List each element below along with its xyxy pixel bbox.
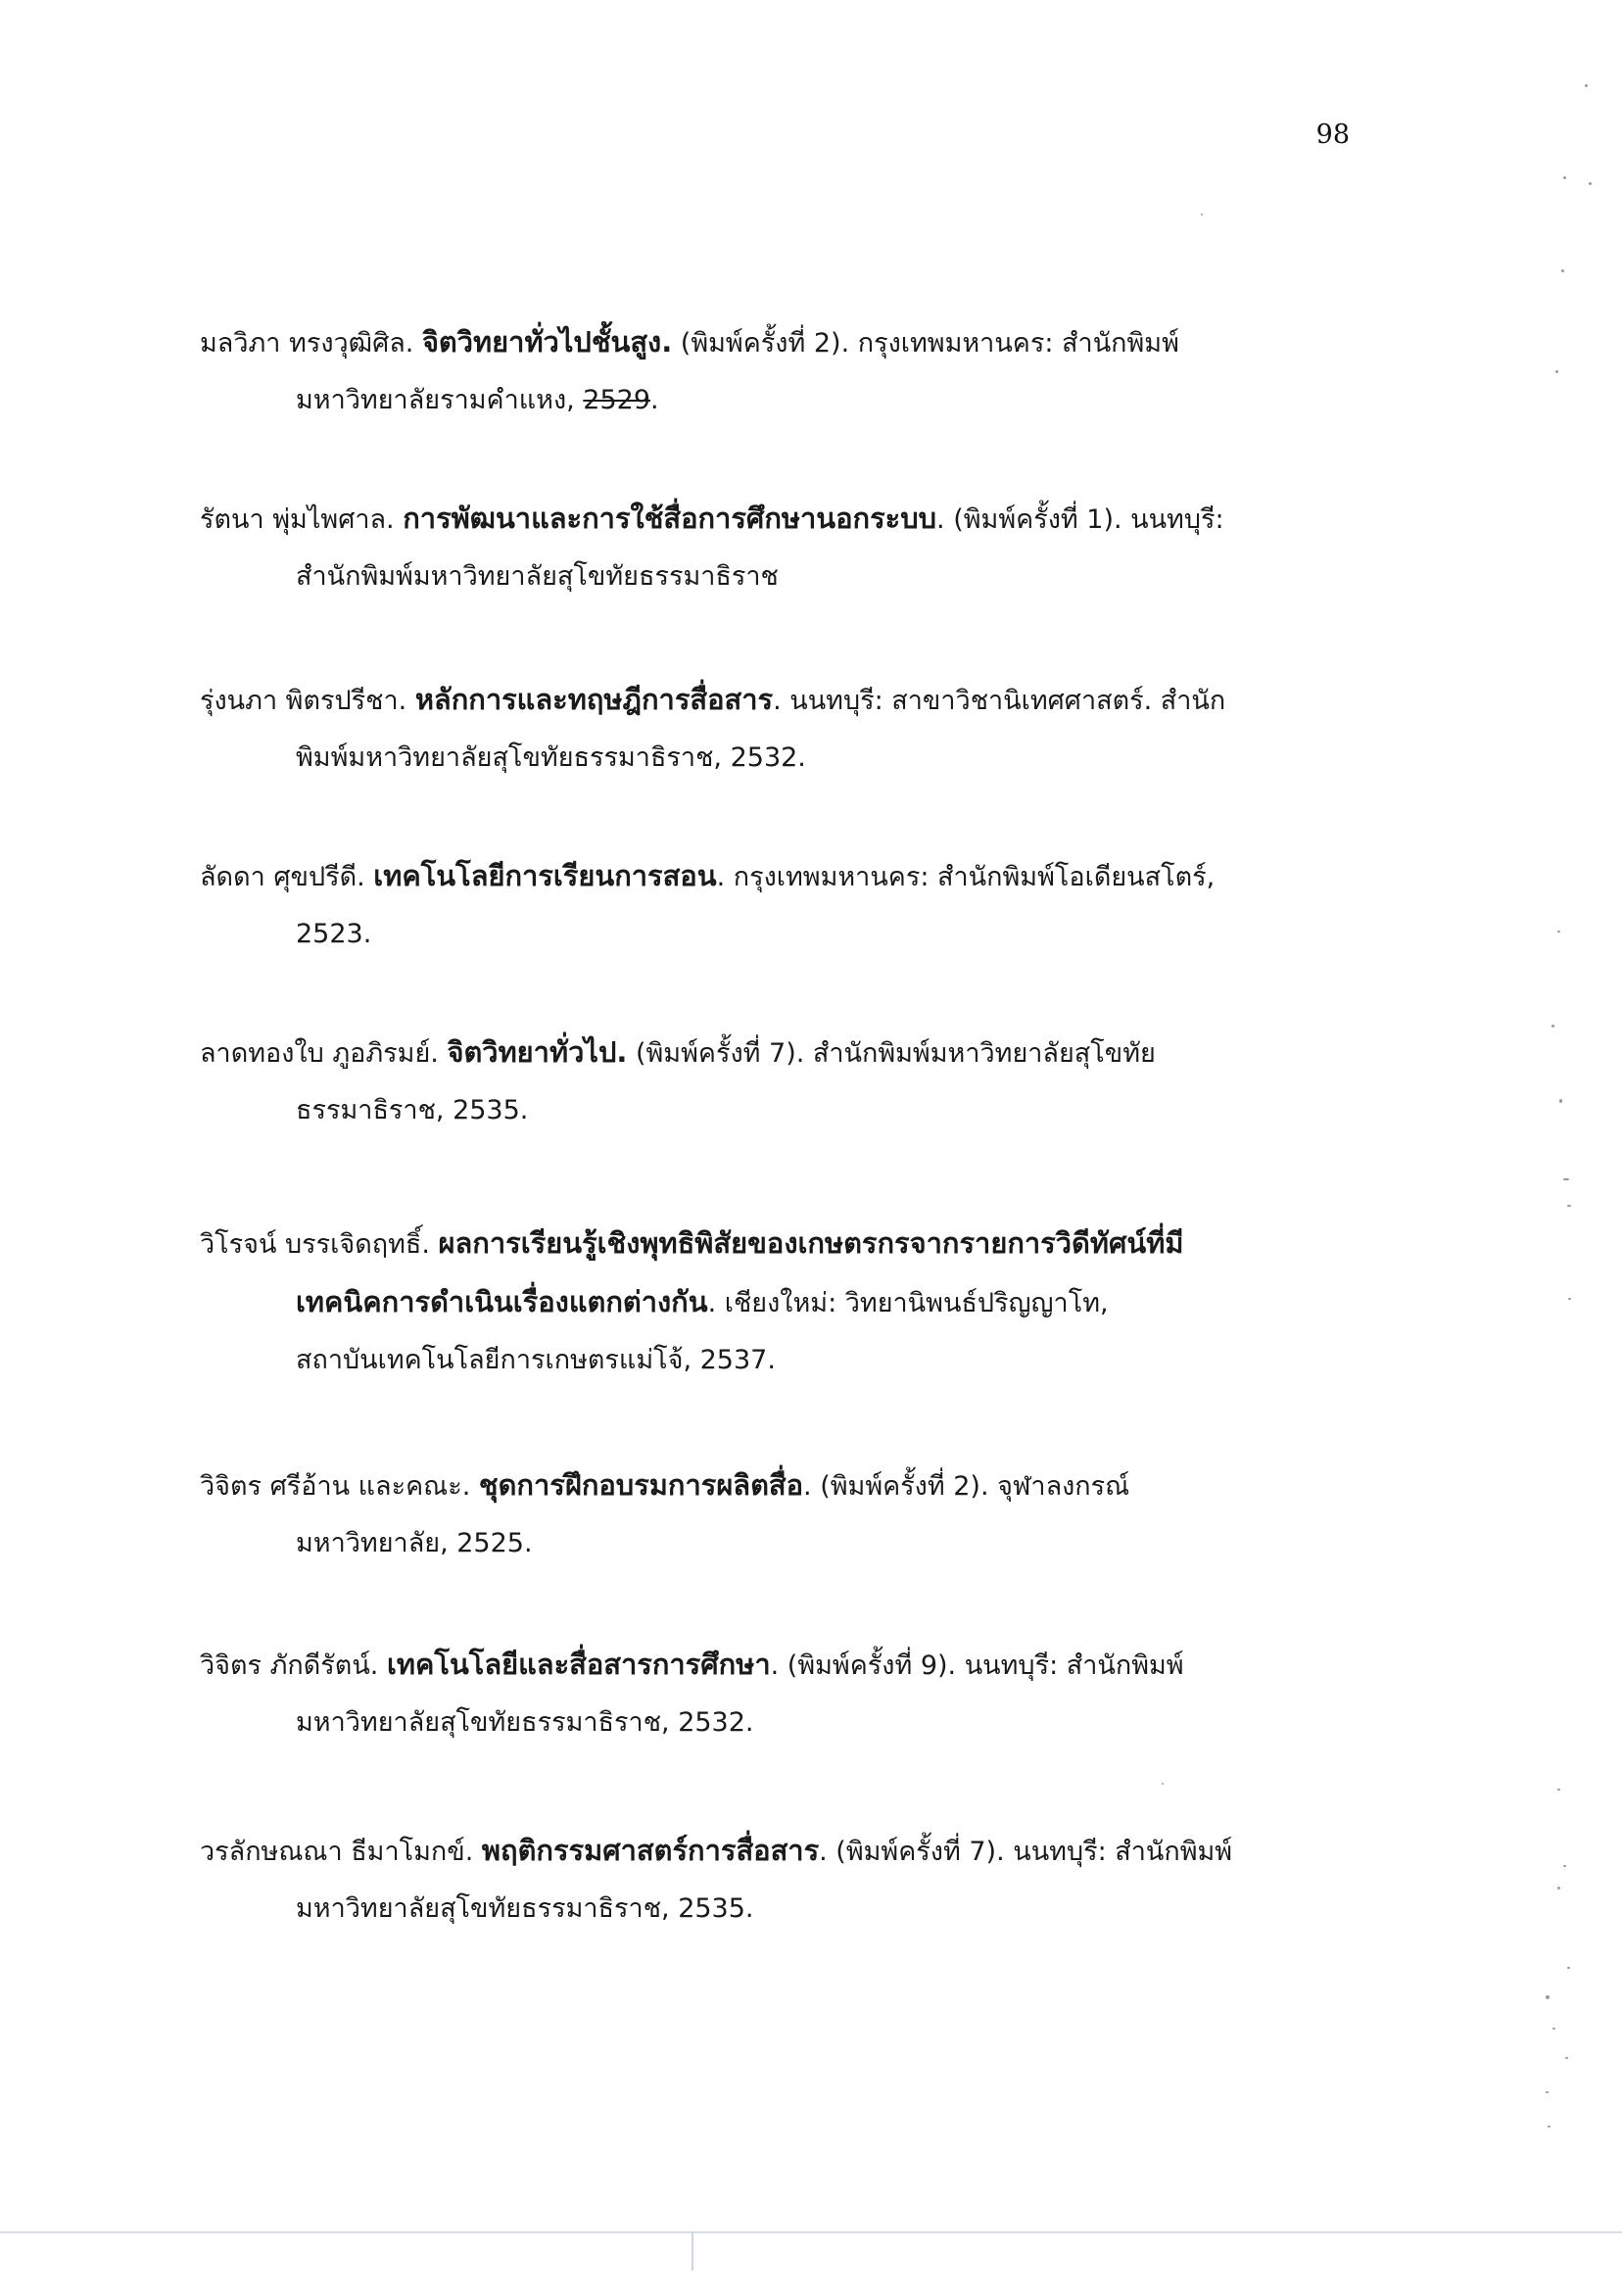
scan-speck	[1546, 2091, 1549, 2093]
reference-entry	[200, 671, 1316, 787]
scan-speck	[1162, 1783, 1164, 1785]
reference-entry	[200, 313, 1316, 429]
reference-entry	[200, 847, 1316, 963]
scan-speck	[1201, 214, 1203, 215]
scan-speck	[1563, 1865, 1566, 1867]
scan-speck	[1585, 84, 1588, 87]
reference-line: วิโรจน์ บรรเจิดฤทธิ์. ผลการเรียนรู้เชิงพุทธิพิสัยของเกษตรกรจากรายการวิดีทัศน์ที่มี	[200, 1226, 1184, 1260]
reference-line: มหาวิทยาลัยสุโขทัยธรรมาธิราช, 2532.	[296, 1707, 754, 1738]
page-number: 98	[1315, 120, 1350, 150]
reference-entry	[200, 1024, 1316, 1139]
reference-line: พิมพ์มหาวิทยาลัยสุโขทัยธรรมาธิราช, 2532.	[296, 742, 806, 773]
reference-line: วิจิตร ภักดีรัตน์. เทคโนโลยีและสื่อสารการศึกษา. (พิมพ์ครั้งที่ 9). นนทบุรี: สำนักพิมพ์	[200, 1648, 1184, 1681]
scan-speck	[1552, 2028, 1555, 2030]
reference-line: สถาบันเทคโนโลยีการเกษตรแม่โจ้, 2537.	[296, 1345, 776, 1375]
reference-line: เทคนิคการดำเนินเรื่องแตกต่างกัน. เชียงใหม่: วิทยานิพนธ์ปริญญาโท,	[296, 1285, 1109, 1318]
scan-speck	[1561, 269, 1564, 272]
scan-speck	[1546, 1995, 1550, 1999]
reference-line: ธรรมาธิราช, 2535.	[296, 1095, 529, 1125]
scan-speck	[1589, 182, 1592, 185]
scan-speck	[1551, 1025, 1554, 1028]
scan-speck	[1567, 1967, 1570, 1969]
reference-line: มหาวิทยาลัย, 2525.	[296, 1528, 533, 1558]
scan-speck	[1548, 2126, 1550, 2128]
scan-speck	[1557, 931, 1560, 933]
scan-speck	[1565, 2057, 1568, 2059]
reference-line: 2523.	[296, 919, 372, 949]
reference-line: มหาวิทยาลัยสุโขทัยธรรมาธิราช, 2535.	[296, 1893, 754, 1924]
reference-line: วรลักษณณา ธีมาโมกข์. พฤติกรรมศาสตร์การสื่อสาร. (พิมพ์ครั้งที่ 7). นนทบุรี: สำนักพิมพ์	[200, 1834, 1233, 1867]
reference-line: วิจิตร ศรีอ้าน และคณะ. ชุดการฝึกอบรมการผลิตสื่อ. (พิมพ์ครั้งที่ 2). จุฬาลงกรณ์	[200, 1468, 1130, 1502]
scan-speck	[1557, 1789, 1560, 1791]
reference-entry	[200, 1215, 1316, 1389]
reference-line: รัตนา พุ่มไพศาล. การพัฒนาและการใช้สื่อการศึกษานอกระบบ. (พิมพ์ครั้งที่ 1). นนทบุรี:	[200, 502, 1224, 535]
reference-line: มลวิภา ทรงวุฒิศิล. จิตวิทยาทั่วไปชั้นสูง. (พิมพ์ครั้งที่ 2). กรุงเทพมหานคร: สำนักพิมพ์	[200, 325, 1179, 359]
scan-speck	[1563, 176, 1566, 179]
reference-entry	[200, 490, 1316, 605]
reference-line: สำนักพิมพ์มหาวิทยาลัยสุโขทัยธรรมาธิราช	[296, 561, 779, 592]
scan-speck	[1567, 1205, 1571, 1207]
struck-year: 2529	[583, 385, 651, 415]
reference-line: มหาวิทยาลัยรามคำแหง, 2529.	[296, 385, 659, 415]
reference-entry	[200, 1457, 1316, 1572]
scan-speck	[1559, 1099, 1562, 1103]
reference-entry	[200, 1822, 1316, 1937]
reference-entry	[200, 1636, 1316, 1751]
scan-speck	[1568, 1298, 1571, 1300]
scan-edge-line	[0, 2231, 1622, 2233]
scan-speck	[1563, 1178, 1569, 1180]
scan-edge-mark	[692, 2231, 693, 2271]
reference-line: ลัดดา ศุขปรีดี. เทคโนโลยีการเรียนการสอน. กรุงเทพมหานคร: สำนักพิมพ์โอเดียนสโตร์,	[200, 859, 1216, 892]
reference-line: รุ่งนภา พิตรปรีชา. หลักการและทฤษฎีการสื่อสาร. นนทบุรี: สาขาวิชานิเทศศาสตร์. สำนัก	[200, 683, 1226, 716]
scan-speck	[1557, 1887, 1560, 1889]
reference-line: ลาดทองใบ ภูอภิรมย์. จิตวิทยาทั่วไป. (พิมพ์ครั้งที่ 7). สำนักพิมพ์มหาวิทยาลัยสุโขทัย	[200, 1035, 1156, 1069]
scan-speck	[1555, 370, 1558, 373]
